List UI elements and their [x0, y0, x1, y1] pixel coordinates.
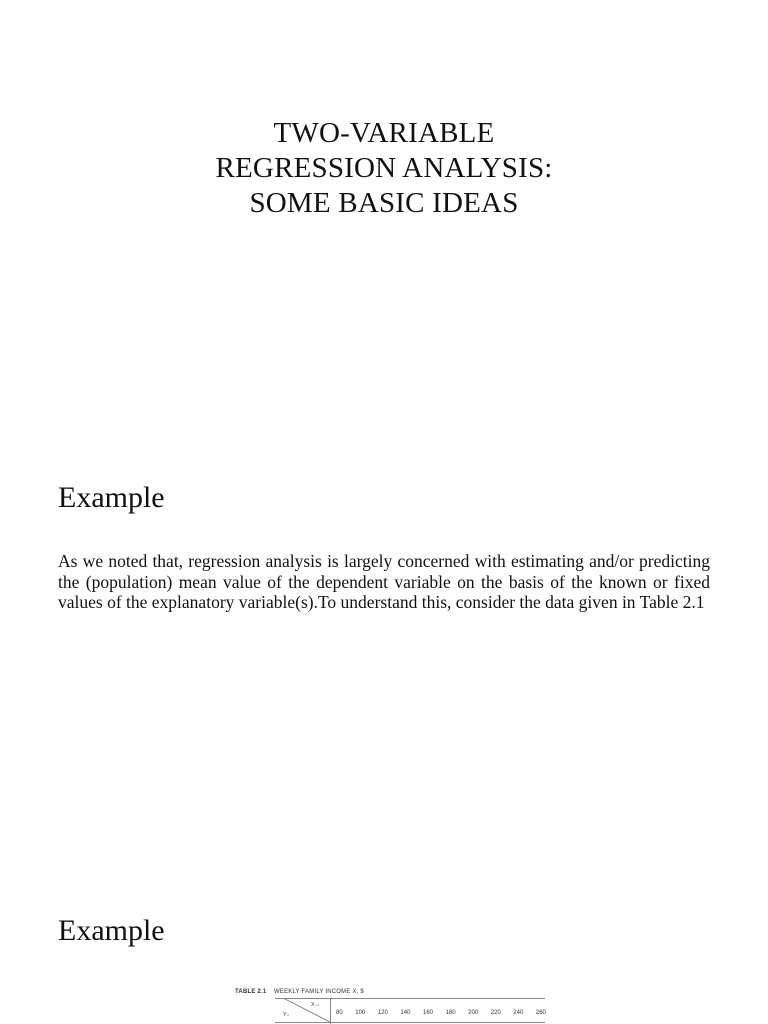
- table-header-rule: [275, 1022, 545, 1023]
- table-column-headers: [336, 1010, 546, 1016]
- title-line-3: SOME BASIC IDEAS: [249, 187, 519, 219]
- title-line-1: TWO-VARIABLE: [273, 117, 495, 149]
- table-caption: TABLE 2.1: [235, 989, 267, 995]
- slide-title: [0, 116, 768, 221]
- table-column-header: 200: [468, 1010, 479, 1016]
- table-column-header: 120: [377, 1010, 388, 1016]
- table-column-header: 160: [422, 1010, 433, 1016]
- table-diagonal-divider: [283, 998, 330, 1022]
- table-x-label: X→: [311, 1002, 321, 1008]
- table-column-header: 260: [535, 1010, 546, 1016]
- example-heading-2: Example: [58, 914, 165, 947]
- table-column-header: 180: [445, 1010, 456, 1016]
- table-column-header: 220: [490, 1010, 501, 1016]
- table-vertical-rule: [330, 998, 331, 1024]
- table-column-header: 240: [513, 1010, 524, 1016]
- title-line-2: REGRESSION ANALYSIS:: [215, 152, 553, 184]
- example-paragraph: As we noted that, regression analysis is largely concerned with estimating and/or predicting the (population) mean value of the dependent variable on the basis of the known or fixed values of the explanatory variable(s).To understand this, consider the data given in Table 2.1: [58, 551, 710, 612]
- table-2-1-figure: [233, 985, 547, 1024]
- table-column-header: 140: [400, 1010, 411, 1016]
- table-heading: WEEKLY FAMILY INCOME X, $: [274, 989, 364, 995]
- example-heading-1: Example: [58, 481, 165, 514]
- table-column-header: 100: [355, 1010, 366, 1016]
- title-slide: [0, 0, 768, 430]
- table-column-header: 80: [336, 1010, 343, 1016]
- table-y-label: Y↓: [283, 1012, 290, 1018]
